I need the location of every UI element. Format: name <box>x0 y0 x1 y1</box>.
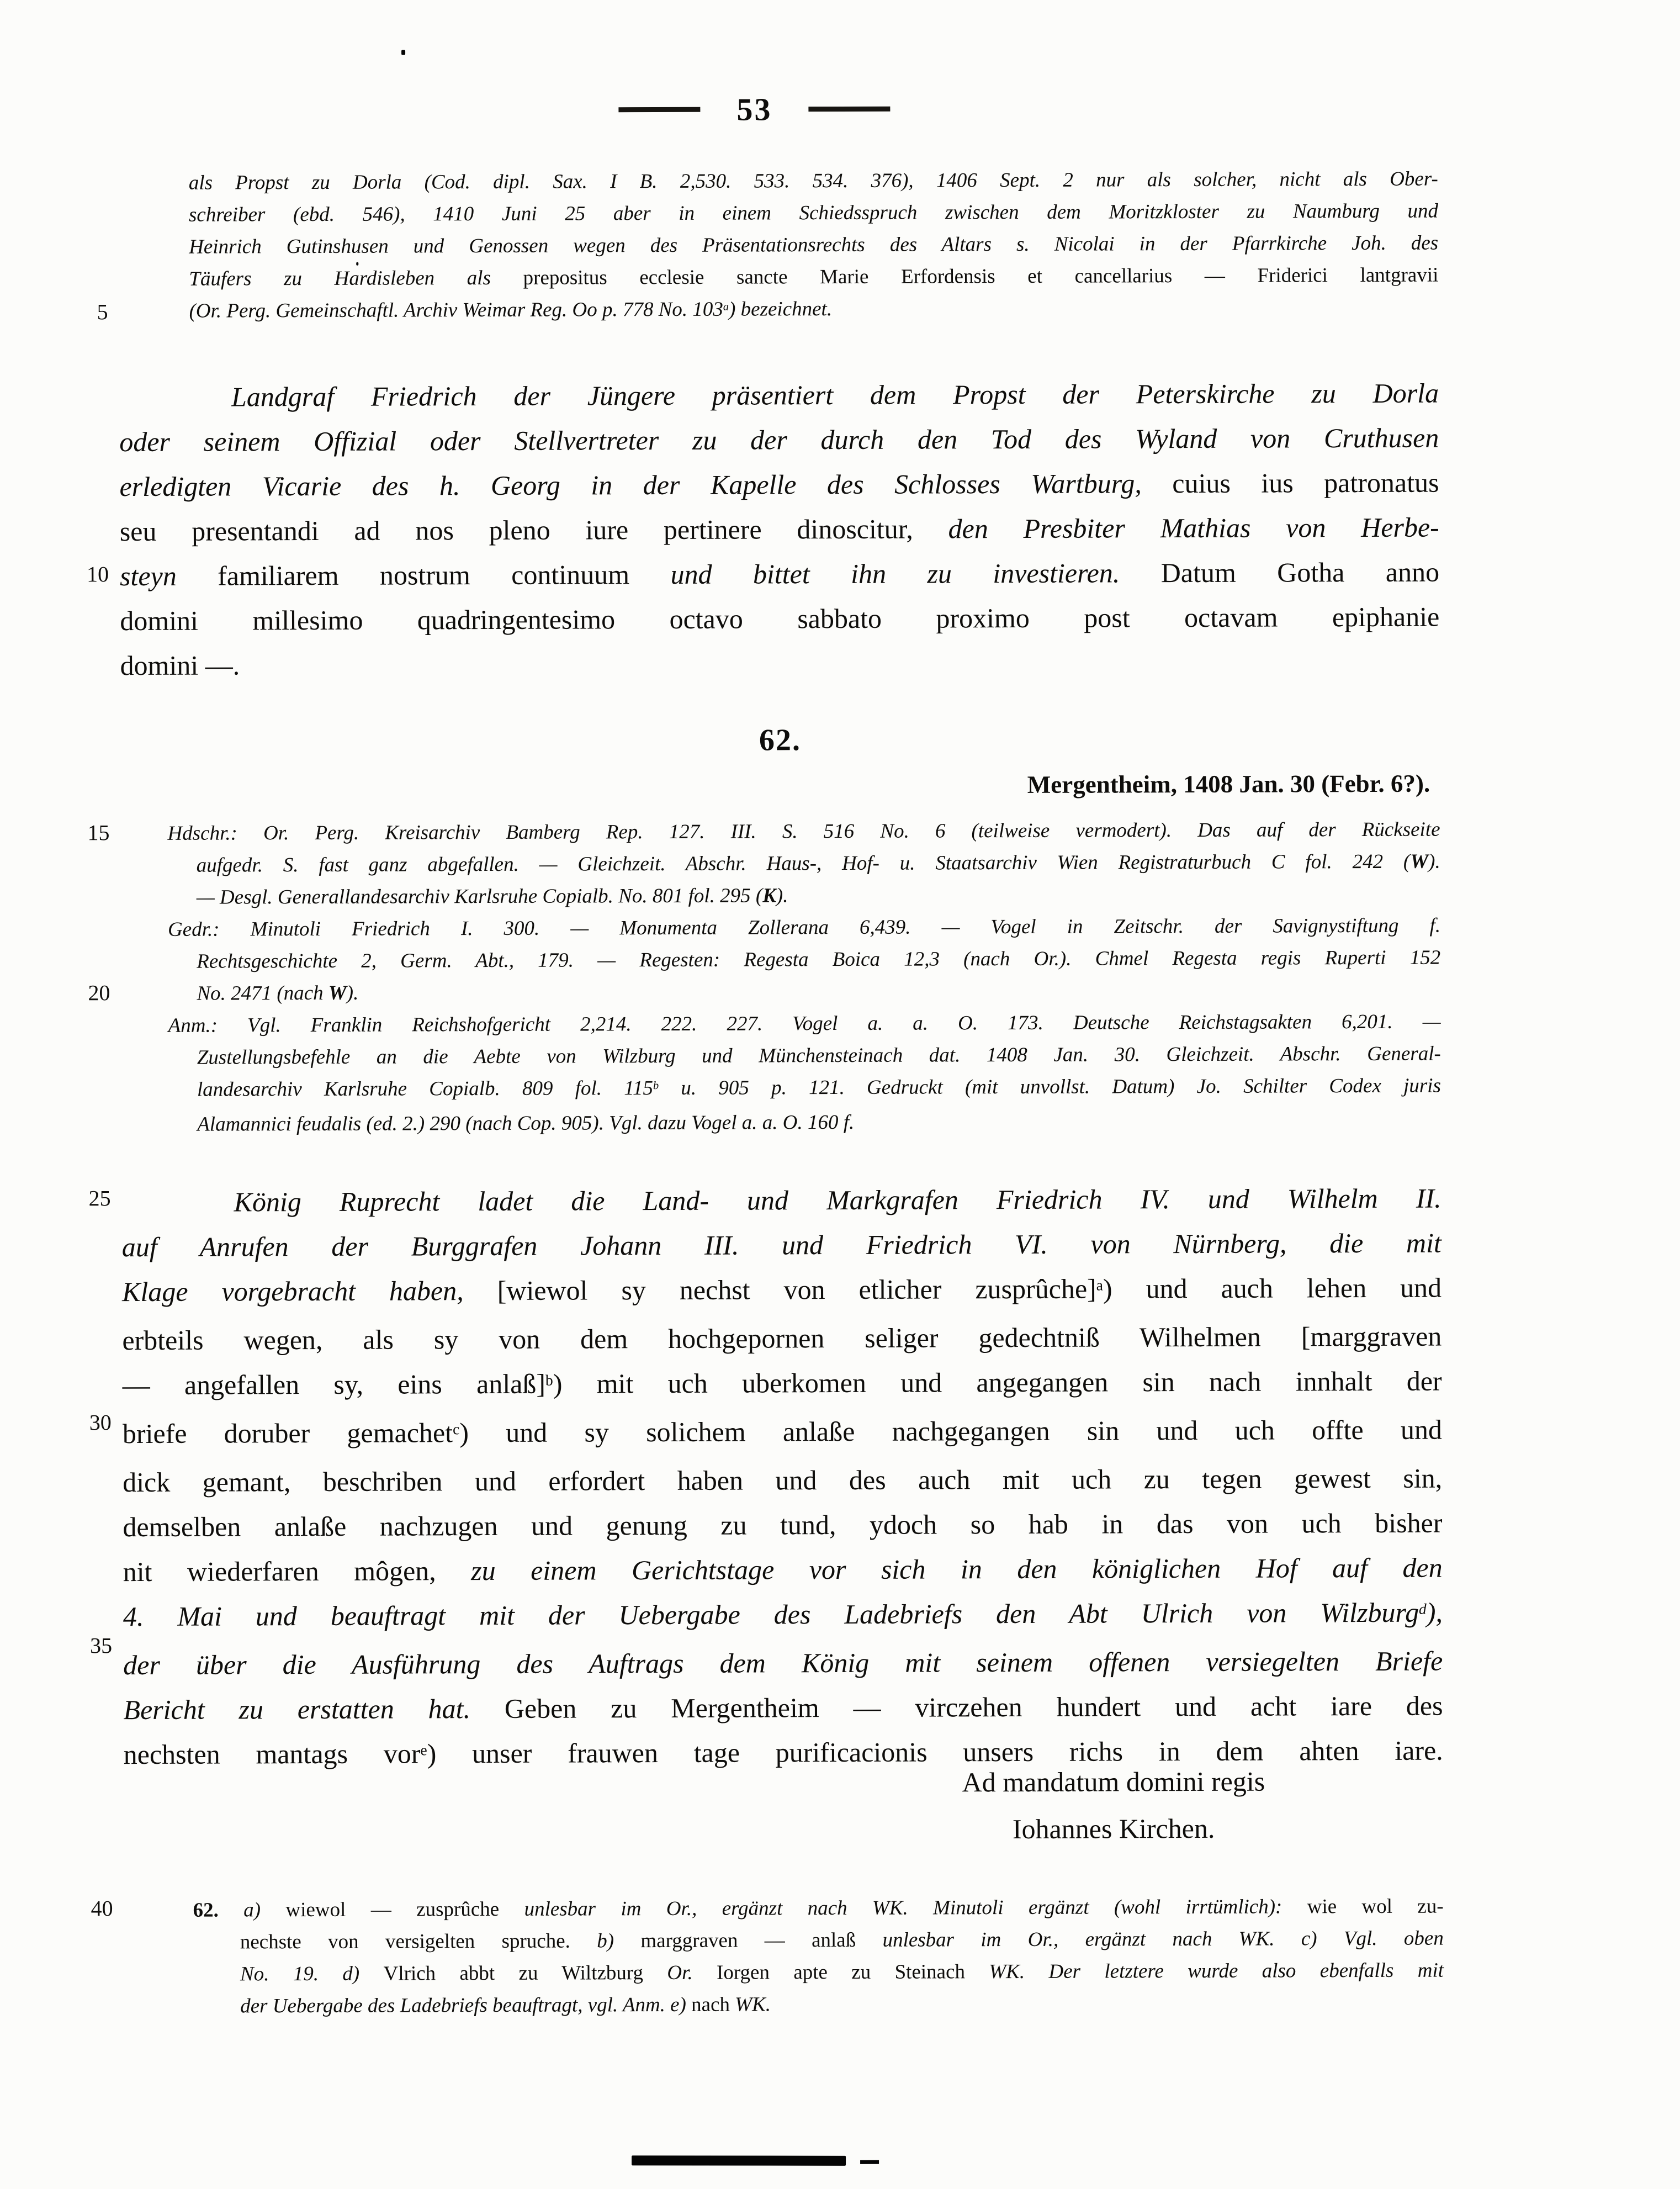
text-segment: aufgedr. S. fast ganz abgefallen. — Gleichzeit. Abschr. Haus-, Hof- u. Staatsarchiv Wien Registraturbuch C fol. 242 ( <box>196 850 1411 877</box>
text-line <box>167 910 1441 946</box>
header-rule-left <box>618 107 700 112</box>
text-line <box>197 1105 1441 1141</box>
text-segment: Anm.: Vgl. Franklin Reichshofgericht 2,214. 222. 227. Vogel a. a. O. 173. Deutsche Reichstagsakten 6,201. — <box>168 1010 1441 1037</box>
text-line <box>197 878 1440 914</box>
text-segment: Datum Gotha anno <box>1160 556 1440 589</box>
text-line <box>189 195 1438 231</box>
text-segment: wie wol zu- <box>1307 1895 1444 1918</box>
entry-number-heading: 62. <box>759 723 802 758</box>
text-segment: den Presbiter Mathias von Herbe- <box>948 511 1439 544</box>
text-segment: W <box>1410 850 1429 873</box>
text-segment: ). <box>346 981 359 1004</box>
text-line <box>197 846 1440 882</box>
margin-line-number: 40 <box>91 1896 113 1921</box>
text-line <box>123 1408 1442 1461</box>
text-line <box>120 639 1439 689</box>
text-segment: auf Anrufen der Burggrafen Johann III. und Friedrich VI. von Nürnberg, die mit <box>121 1227 1441 1263</box>
entry61-source-note <box>189 163 1439 330</box>
text-segment: nechste von versigelten spruche. <box>240 1929 597 1954</box>
header-rule-right <box>808 106 890 111</box>
text-segment: nach <box>691 1993 735 2016</box>
text-line <box>189 228 1438 263</box>
text-line <box>120 550 1439 599</box>
text-segment: Zustellungsbefehle an die Aebte von Wilzburg und Münchensteinach dat. 1408 Jan. 30. Gleichzeit. Abschr. General- <box>197 1042 1441 1069</box>
text-segment: Klage vorgebracht haben, <box>122 1275 497 1308</box>
text-line <box>197 1070 1441 1109</box>
text-line <box>123 1456 1442 1505</box>
text-segment: Täufers zu Hardisleben als <box>189 266 523 290</box>
text-line <box>119 461 1439 510</box>
text-line <box>197 974 1440 1010</box>
text-segment: ) unser frauwen tage purificacionis unsers richs in dem ahten iare. <box>427 1735 1443 1769</box>
text-segment: ) und sy solichem anlaße nachgegangen sin und uch offte und <box>459 1414 1442 1448</box>
text-line <box>120 595 1439 644</box>
margin-line-number: 20 <box>88 980 110 1006</box>
text-segment: und bittet ihn zu investieren. <box>670 557 1161 590</box>
text-line <box>123 1501 1442 1550</box>
text-segment: dick gemant, beschriben und erfordert haben und des auch mit uch zu tegen gewest sin, <box>123 1462 1443 1498</box>
text-segment: König Ruprecht ladet die Land- und Markgrafen Friedrich IV. und Wilhelm II. <box>234 1182 1441 1218</box>
text-segment: prepositus ecclesie sancte Marie Erfordensis et cancellarius — Friderici lantgravii <box>523 263 1439 289</box>
text-segment: — angefallen sy, eins anlaß] <box>122 1368 546 1401</box>
signature-line: Iohannes Kirchen. <box>1012 1812 1215 1845</box>
running-head <box>555 85 953 133</box>
text-segment: No. 2471 (nach <box>197 981 328 1005</box>
text-segment: als Propst zu Dorla (Cod. dipl. Sax. I B. 2,530. 533. 534. 376), 1406 Sept. 2 nur als solcher, nicht als Ober- <box>188 167 1438 194</box>
text-segment: ). <box>776 884 788 907</box>
margin-line-number: 30 <box>89 1410 112 1435</box>
text-segment: 4. Mai und beauftragt mit der Uebergabe des Ladebriefs den Abt Ulrich von Wilzburg <box>123 1596 1419 1632</box>
text-segment: der Uebergabe des Ladebriefs beauftragt, vgl. Anm. e) <box>240 1993 692 2018</box>
entry-dateline: Mergentheim, 1408 Jan. 30 (Febr. 6?). <box>1027 769 1430 799</box>
margin-line-number: 35 <box>90 1633 113 1658</box>
text-segment: No. 19. d) <box>240 1962 384 1986</box>
text-segment: familiarem nostrum continuum <box>218 558 671 591</box>
text-segment: oder seinem Offizial oder Stellvertreter zu der durch den Tod des Wyland von Cruthusen <box>119 422 1439 458</box>
text-segment: Vlrich abbt zu Wiltzburg <box>383 1961 667 1985</box>
text-segment: a <box>1096 1276 1103 1294</box>
entry62-apparatus <box>167 814 1441 1141</box>
text-segment: Gedr.: Minutoli Friedrich I. 300. — Monumenta Zollerana 6,439. — Vogel in Zeitschr. der Savignystiftung f. <box>167 914 1441 941</box>
text-segment: Landgraf Friedrich der Jüngere präsentiert dem Propst der Peterskirche zu Dorla <box>231 377 1439 413</box>
text-line <box>119 371 1439 420</box>
text-segment: unlesbar im Or., ergänzt nach WK. c) Vgl. oben <box>882 1927 1444 1952</box>
text-segment: e <box>420 1741 427 1759</box>
page-number: 53 <box>736 91 772 128</box>
text-segment: b) <box>597 1929 641 1953</box>
text-line <box>119 416 1439 465</box>
text-segment: ) mit uch uberkomen und angegangen sin nach innhalt der <box>553 1365 1442 1399</box>
entry62-main-text <box>121 1176 1443 1781</box>
margin-line-number: 5 <box>97 299 108 325</box>
text-segment: Alamannici feudalis (ed. 2.) 290 (nach Cop. 905). Vgl. dazu Vogel a. a. O. 160 f. <box>197 1111 855 1136</box>
text-segment: WK. <box>735 1993 771 2016</box>
text-line <box>123 1639 1443 1688</box>
text-line <box>240 1955 1444 1991</box>
text-segment: b <box>545 1371 553 1389</box>
text-line <box>240 1923 1444 1959</box>
text-segment: a <box>723 300 729 313</box>
text-segment: steyn <box>119 560 218 592</box>
text-segment: (Or. Perg. Gemeinschaftl. Archiv Weimar Reg. Oo p. 778 No. 103 <box>189 298 723 322</box>
margin-line-number: 25 <box>88 1186 111 1211</box>
text-segment: WK. Der letztere wurde also ebenfalls mit <box>989 1959 1444 1984</box>
text-segment: ) und auch lehen und <box>1103 1272 1442 1304</box>
text-line <box>121 1176 1441 1225</box>
scan-artifact-dot <box>401 50 405 55</box>
signature-line: Ad mandatum domini regis <box>962 1765 1265 1798</box>
text-segment: Iorgen apte zu Steinach <box>716 1960 989 1984</box>
text-segment: 62. <box>193 1899 244 1922</box>
text-segment: schreiber (ebd. 546), 1410 Juni 25 aber in einem Schiedsspruch zwischen dem Moritzkloster zu Naumburg und <box>188 199 1439 226</box>
text-line <box>189 292 1438 330</box>
text-segment: K <box>762 884 776 907</box>
entry61-regest-text <box>119 371 1440 689</box>
text-segment: Hdschr.: Or. Perg. Kreisarchiv Bamberg Rep. 127. III. S. 516 No. 6 (teilweise vermodert). Das auf der Rückseite <box>167 818 1440 845</box>
text-segment: ) bezeichnet. <box>729 298 833 321</box>
text-line <box>120 505 1439 554</box>
text-segment: b <box>653 1079 659 1092</box>
text-segment: unlesbar im Or., ergänzt nach WK. Minutoli ergänzt (wohl irrtümlich): <box>524 1895 1307 1921</box>
margin-line-number: 10 <box>86 562 109 587</box>
scan-artifact-bar <box>632 2155 846 2165</box>
text-segment: marggraven — anlaß <box>640 1928 883 1953</box>
text-segment: c <box>452 1420 460 1438</box>
text-segment: Geben zu Mergentheim — virczehen hundert und acht iare des <box>504 1690 1443 1724</box>
text-line <box>197 1038 1441 1074</box>
scan-artifact-dot <box>356 262 358 266</box>
text-line <box>197 942 1440 978</box>
text-segment: u. 905 p. 121. Gedruckt (mit unvollst. Datum) Jo. Schilter Codex juris <box>659 1074 1441 1100</box>
text-segment: Bericht zu erstatten hat. <box>123 1693 505 1726</box>
text-line <box>193 1891 1444 1927</box>
scan-artifact-tick <box>860 2160 879 2164</box>
text-segment: wiewol — zusprûche <box>285 1897 524 1922</box>
text-segment: landesarchiv Karlsruhe Copialb. 809 fol. 115 <box>197 1077 654 1101</box>
text-segment: Heinrich Gutinshusen und Genossen wegen des Präsentationsrechts des Altars s. Nicolai in der Pfarrkirche Joh. des <box>189 231 1439 258</box>
text-segment: ), <box>1426 1596 1443 1628</box>
text-segment: — Desgl. Generallandesarchiv Karlsruhe Copialb. No. 801 fol. 295 ( <box>196 884 763 909</box>
entry62-signature <box>940 1758 1288 1853</box>
text-segment: ). <box>1428 850 1440 873</box>
text-segment: demselben anlaße nachzugen und genung zu tund, ydoch so hab in das von uch bisher <box>123 1507 1443 1543</box>
text-segment: seu presentandi ad nos pleno iure pertinere dinoscitur, <box>119 513 948 547</box>
text-segment: domini millesimo quadringentesimo octavo sabbato proximo post octavam epiphanie <box>120 601 1440 637</box>
text-line <box>123 1546 1443 1595</box>
text-segment: zu einem Gerichtstage vor sich in den königlichen Hof auf den <box>471 1552 1443 1587</box>
margin-line-number: 15 <box>87 820 110 845</box>
text-segment: W <box>328 981 347 1004</box>
text-segment: nechsten mantags vor <box>123 1738 421 1770</box>
text-line <box>123 1359 1442 1412</box>
text-segment: der über die Ausführung des Auftrags dem König mit seinem offenen versiegelten Briefe <box>123 1645 1443 1681</box>
text-line <box>189 163 1438 199</box>
text-line <box>123 1684 1443 1733</box>
text-line <box>167 814 1440 850</box>
text-segment: nit wiederfaren môgen, <box>123 1555 471 1588</box>
text-segment: briefe doruber gemachet <box>122 1417 453 1450</box>
text-line <box>123 1590 1443 1643</box>
text-segment: Rechtsgeschichte 2, Germ. Abt., 179. — Regesten: Regesta Boica 12,3 (nach Or.). Chmel Regesta regis Ruperti 152 <box>197 946 1441 973</box>
text-line <box>168 1006 1441 1042</box>
text-segment: domini —. <box>120 649 240 681</box>
text-segment: d <box>1418 1600 1427 1617</box>
text-line <box>240 1987 1444 2023</box>
text-segment: cuius ius patronatus <box>1172 467 1439 499</box>
text-segment: erledigten Vicarie des h. Georg in der Kapelle des Schlosses Wartburg, <box>119 468 1173 503</box>
text-line <box>122 1221 1441 1270</box>
text-segment: [wiewol sy nechst von etlicher zusprûche] <box>497 1273 1096 1306</box>
text-segment: a) <box>243 1899 286 1922</box>
text-line <box>122 1314 1441 1363</box>
entry62-footnotes <box>193 1891 1444 2023</box>
text-line <box>189 260 1438 295</box>
text-segment: Or. <box>667 1961 717 1984</box>
text-line <box>122 1266 1441 1319</box>
text-segment: erbteils wegen, als sy von dem hochgepornen seliger gedechtniß Wilhelmen [marggraven <box>122 1320 1442 1356</box>
